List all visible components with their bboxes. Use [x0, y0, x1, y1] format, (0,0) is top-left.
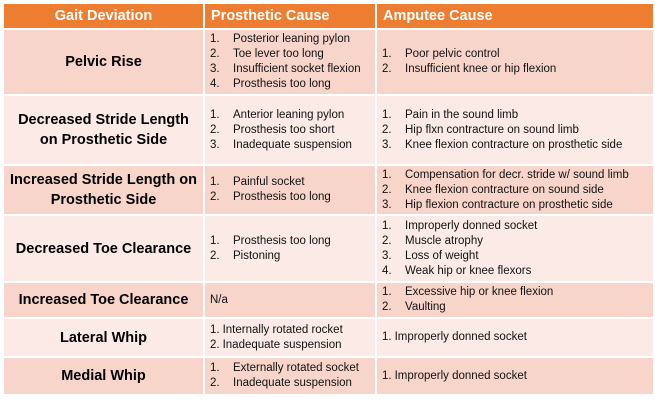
list-item: [210, 234, 375, 249]
list-item: [210, 138, 375, 153]
list-item: [210, 338, 375, 353]
list-item: [382, 47, 653, 62]
gait-deviation-cell: Increased Toe Clearance: [3, 282, 204, 318]
gait-deviation-cell: Medial Whip: [3, 357, 204, 395]
item-number: 3.: [382, 198, 392, 211]
item-text: Insufficient knee or hip flexion: [405, 63, 557, 75]
list-item: [382, 285, 653, 300]
item-number: 1.: [210, 323, 220, 336]
list-item: [382, 183, 653, 198]
list-item: [382, 219, 653, 234]
item-text: Toe lever too long: [233, 48, 324, 60]
list-item: [382, 138, 653, 153]
item-number: 1.: [210, 234, 220, 247]
table-row: [3, 165, 654, 215]
item-text: Anterior leaning pylon: [233, 108, 345, 121]
amputee-cause-cell: [376, 318, 654, 357]
list-item: [210, 376, 375, 391]
item-text: Hip flxn contracture on sound limb: [405, 123, 579, 136]
amputee-cause-cell: [376, 215, 654, 282]
item-number: 1.: [210, 176, 220, 188]
list-item: [382, 249, 653, 264]
prosthetic-cause-cell: [204, 29, 376, 95]
header-prosthetic-cause: Prosthetic Cause: [204, 3, 376, 29]
list-item: [382, 198, 653, 213]
list-item: [210, 323, 375, 338]
item-text: Knee flexion contracture on sound side: [405, 183, 604, 196]
item-number: 1.: [382, 108, 392, 121]
item-text: Vaulting: [405, 301, 446, 313]
table-row: [3, 282, 654, 318]
list-item: [382, 300, 653, 315]
item-number: 1.: [382, 369, 392, 382]
item-text: Inadequate suspension: [233, 138, 352, 151]
item-text: Prosthesis too long: [233, 78, 331, 90]
list-item: [210, 361, 375, 376]
item-number: 2.: [210, 249, 220, 262]
item-text: Loss of weight: [405, 249, 479, 262]
item-text: Prosthesis too long: [233, 191, 331, 203]
list-item: [210, 62, 375, 77]
amputee-cause-cell: [376, 282, 654, 318]
list-item: [382, 62, 653, 77]
amputee-cause-cell: [376, 165, 654, 215]
item-text: Inadequate suspension: [222, 338, 342, 351]
item-number: 2.: [382, 123, 392, 136]
item-number: 2.: [210, 191, 220, 203]
item-number: 3.: [382, 138, 392, 151]
item-text: Improperly donned socket: [394, 331, 527, 343]
item-number: 3.: [210, 138, 220, 151]
table-row: [3, 318, 654, 357]
prosthetic-cause-cell: [204, 95, 376, 165]
amputee-cause-cell: [376, 29, 654, 95]
item-text: Poor pelvic control: [405, 48, 500, 60]
item-number: 1.: [382, 168, 392, 181]
gait-deviation-table: [2, 2, 655, 396]
item-number: 1.: [382, 48, 392, 60]
item-number: 3.: [382, 249, 392, 262]
item-text: Prosthesis too long: [233, 234, 331, 247]
list-item: [382, 234, 653, 249]
item-text: Painful socket: [233, 176, 305, 188]
list-item: [210, 108, 375, 123]
item-text: Inadequate suspension: [233, 377, 352, 389]
prosthetic-cause-cell: [204, 165, 376, 215]
item-text: Posterior leaning pylon: [233, 33, 350, 45]
item-text: Knee flexion contracture on prosthetic side: [405, 138, 623, 151]
list-item: [210, 77, 375, 92]
item-number: 3.: [210, 63, 220, 75]
item-number: 1.: [210, 108, 220, 121]
prosthetic-cause-cell: [204, 215, 376, 282]
item-number: 2.: [382, 301, 392, 313]
item-text: Pistoning: [233, 249, 281, 262]
list-item: [210, 190, 375, 205]
gait-deviation-cell: Increased Stride Length on Prosthetic Side: [3, 165, 204, 215]
table-row: [3, 95, 654, 165]
list-item: [382, 108, 653, 123]
list-item: [210, 123, 375, 138]
item-number: 2.: [382, 234, 392, 247]
gait-deviation-cell: Lateral Whip: [3, 318, 204, 357]
list-item: [210, 32, 375, 47]
item-number: 4.: [210, 78, 220, 90]
item-number: 2.: [382, 63, 392, 75]
item-number: 1.: [210, 33, 220, 45]
item-text: Insufficient socket flexion: [233, 63, 361, 75]
amputee-cause-cell: [376, 357, 654, 395]
item-number: 1.: [382, 331, 392, 343]
list-item: [382, 264, 653, 279]
table-row: [3, 29, 654, 95]
item-text: Externally rotated socket: [233, 362, 359, 374]
amputee-cause-cell: [376, 95, 654, 165]
header-gait-deviation: Gait Deviation: [3, 3, 204, 29]
item-number: 1.: [382, 219, 392, 232]
item-number: 1.: [382, 286, 392, 298]
item-text: Excessive hip or knee flexion: [405, 286, 554, 298]
prosthetic-cause-cell: [204, 357, 376, 395]
table-row: [3, 357, 654, 395]
prosthetic-cause-cell: [204, 282, 376, 318]
list-item: [210, 293, 375, 308]
item-number: 2.: [210, 123, 220, 136]
item-number: 4.: [382, 264, 392, 277]
list-item: [382, 330, 653, 345]
item-text: N/a: [210, 293, 228, 306]
item-number: 2.: [210, 338, 220, 351]
item-text: Improperly donned socket: [405, 219, 538, 232]
list-item: [382, 123, 653, 138]
list-item: [210, 249, 375, 264]
item-number: 1.: [210, 362, 220, 374]
item-text: Internally rotated rocket: [222, 323, 343, 336]
header-row: [3, 3, 654, 29]
item-text: Prosthesis too short: [233, 123, 335, 136]
table-row: [3, 215, 654, 282]
item-text: Muscle atrophy: [405, 234, 483, 247]
list-item: [382, 168, 653, 183]
list-item: [210, 47, 375, 62]
item-text: Weak hip or knee flexors: [405, 264, 532, 277]
item-number: 2.: [382, 183, 392, 196]
gait-deviation-cell: Pelvic Rise: [3, 29, 204, 95]
item-text: Improperly donned socket: [394, 369, 527, 382]
prosthetic-cause-cell: [204, 318, 376, 357]
list-item: [210, 175, 375, 190]
gait-deviation-cell: Decreased Toe Clearance: [3, 215, 204, 282]
item-number: 2.: [210, 377, 220, 389]
item-text: Compensation for decr. stride w/ sound limb: [405, 168, 629, 181]
header-amputee-cause: Amputee Cause: [376, 3, 654, 29]
item-number: 2.: [210, 48, 220, 60]
item-text: Hip flexion contracture on prosthetic side: [405, 198, 613, 211]
item-text: Pain in the sound limb: [405, 108, 519, 121]
gait-deviation-cell: Decreased Stride Length on Prosthetic Side: [3, 95, 204, 165]
list-item: [382, 369, 653, 384]
